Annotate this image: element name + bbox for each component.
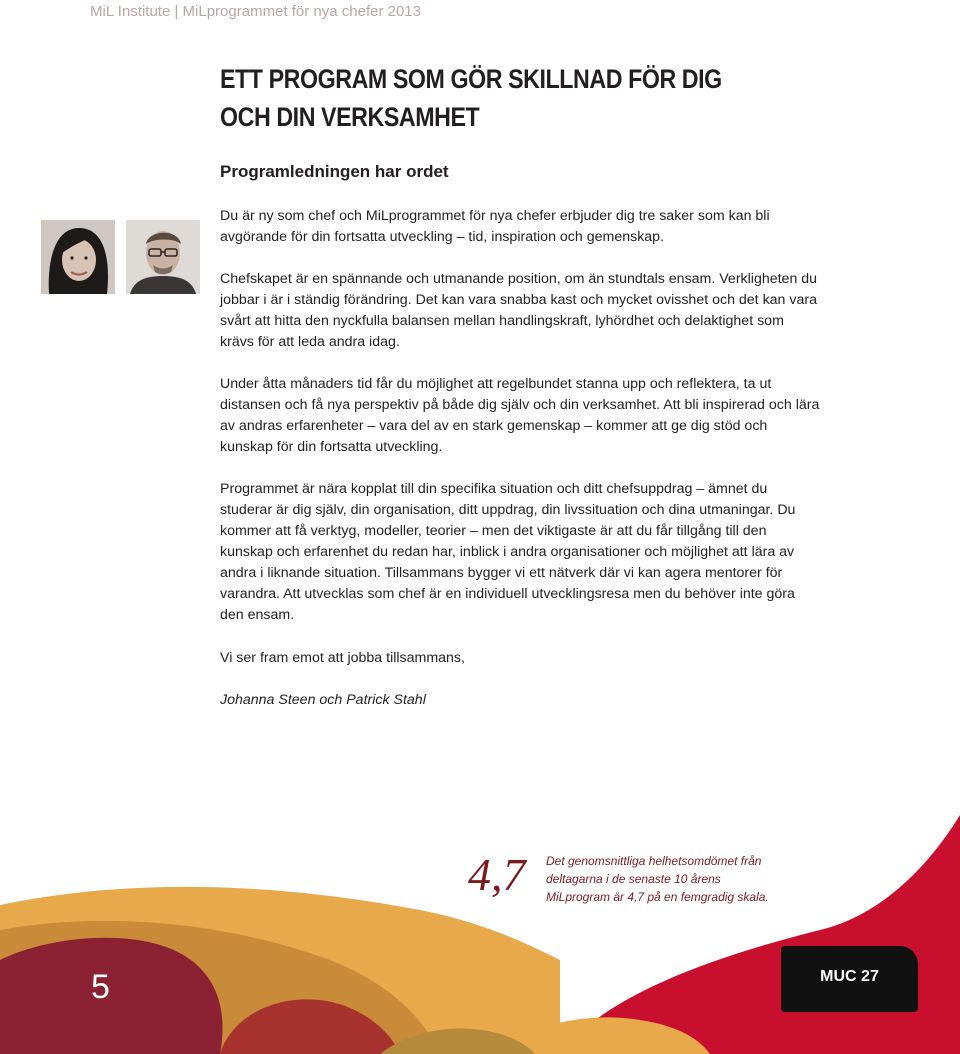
paragraph-closing: Vi ser fram emot att jobba tillsammans, (220, 650, 465, 666)
page-title: ETT PROGRAM SOM GÖR SKILLNAD FÖR DIG OCH DIN VERKSAMHET (220, 64, 722, 132)
section-subtitle: Programledningen har ordet (220, 162, 449, 181)
stat-number: 4,7 (468, 849, 526, 900)
paragraph-eight-months: Under åtta månaders tid får du möjlighet att regelbundet stanna upp och reflektera, ta ut distansen och få nya perspektiv på både dig själv och din verksamhet. Att bli inspirerad och lära av andras erfarenheter – vara del av en stark gemenskap – kommer att ge dig stöd och kunskap för din fortsatta utveckling. (220, 376, 820, 455)
page-number: 5 (91, 968, 110, 1006)
muc-badge (781, 946, 918, 1012)
badge-label: MUC 27 (820, 968, 879, 985)
paragraph-leadership: Chefskapet är en spännande och utmanande position, om än stundtals ensam. Verkligheten du jobbar i är i ständig förändring. Det kan vara snabba kast och mycket ovisshet och det kan vara svårt att hitta den nyckfulla balansen mellan handlingskraft, lyhördhet och delaktighet som krävs för att leda andra idag. (220, 271, 818, 350)
signature: Johanna Steen och Patrick Stahl (220, 692, 426, 708)
paragraph-intro: Du är ny som chef och MiLprogrammet för nya chefer erbjuder dig tre saker som kan bli avgörande för din fortsatta utveckling – tid, inspiration och gemenskap. (220, 208, 770, 245)
stat-caption: Det genomsnittliga helhetsomdömet från deltagarna i de senaste 10 årens MiLprogram är 4,7 på en femgradig skala. (546, 854, 769, 904)
running-header: MiL Institute | MiLprogrammet för nya chefer 2013 (90, 3, 421, 20)
paragraph-program: Programmet är nära kopplat till din specifika situation och ditt chefsuppdrag – ämnet du studerar är dig själv, din organisation, ditt uppdrag, din livssituation och dina utmaningar. Du kommer att få verktyg, modeller, teorier – men det viktigaste är att du får tillgång till den kunskap och erfarenhet du redan har, inblick i andra organisationer och möjlighet att lära av andra i liknande situation. Tillsammans bygger vi ett nätverk där vi kan agera mentorer för varandra. Att utvecklas som chef är en individuell utvecklingsresa men du behöver inte göra den ensam. (220, 481, 796, 623)
